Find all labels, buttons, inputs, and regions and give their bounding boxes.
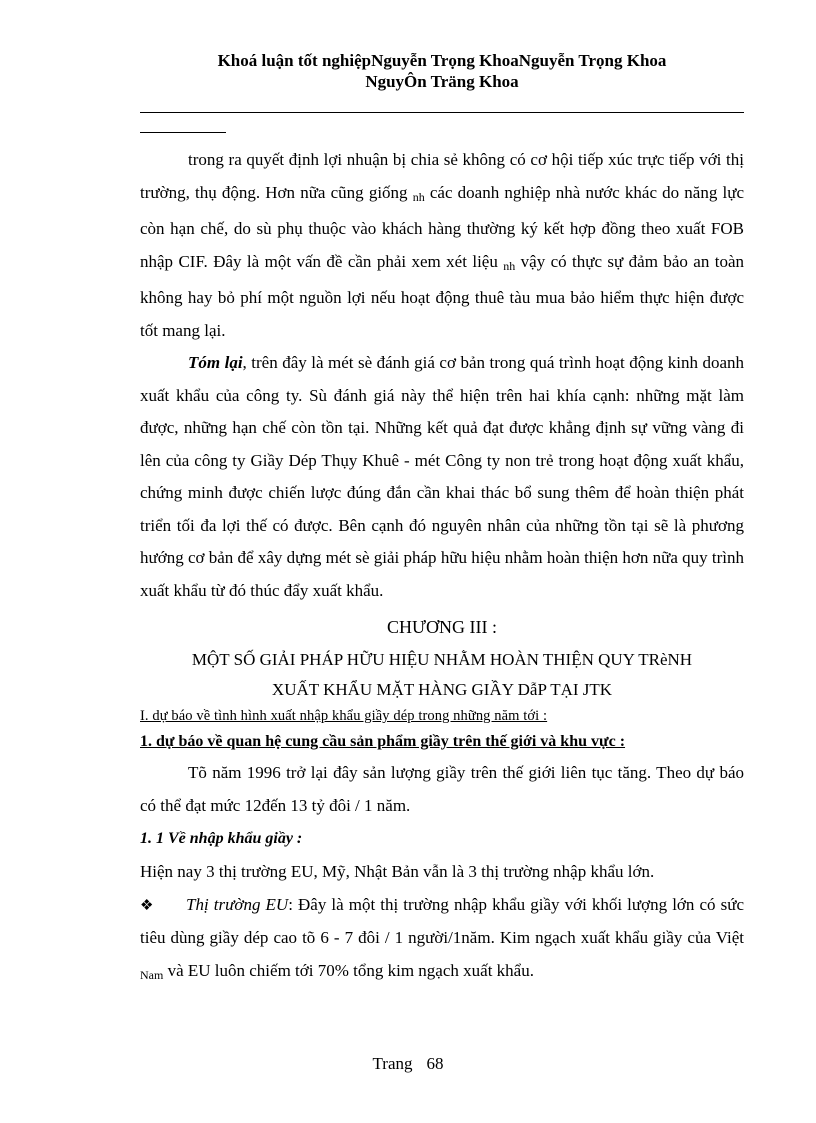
small-nh: nh — [412, 189, 425, 204]
paragraph-1: trong ra quyết định lợi nhuận bị chia sẻ không có cơ hội tiếp xúc trực tiếp với thị trường, thụ động. Hơn nữa cũng giống nh các doanh nghiệp nhà nước khác do năng lực còn hạn chế, do sù phụ thuộc vào khách hàng thường ký kết hợp đồng theo xuất FOB nhập CIF. Đây là một vấn đề cần phải xem xét liệu nh vậy có thực sự đảm bảo an toàn không hay bỏ phí một nguồn lợi nếu hoạt động thuê tàu mua bảo hiểm thực hiện được tốt mang lại. — [140, 150, 745, 340]
bullet-paragraph: ❖ Thị trường EU: Đây là một thị trường nhập khẩu giầy với khối lượng lớn có sức tiêu dùng giầy dép cao tõ 6 - 7 đôi / 1 người/1năm. Kim ngạch xuất khẩu giầy của Việt Nam và EU luôn chiếm tới 70% tổng kim ngạch xuất khẩu. — [140, 889, 744, 992]
page-label: Trang — [372, 1054, 413, 1073]
chapter-title-line-2: XUẤT KHẨU MẶT HÀNG GIẦY DẫP TẠI JTK — [271, 680, 613, 699]
page-header — [140, 50, 744, 92]
section-heading-2: 1. dự báo về quan hệ cung cầu sản phẩm giầy trên thế giới và khu vực : — [140, 733, 626, 750]
paragraph-2: Tóm lại, trên đây là mét sè đánh giá cơ bản trong quá trình hoạt động kinh doanh xuất khẩu của công ty. Sù đánh giá này thể hiện trên hai khía cạnh: những mặt làm được, những hạn chế còn tồn tại. Những kết quả đạt được khẳng định sự vững vàng đi lên của công ty Giầy Dép Thụy Khuê - mét Công ty non trẻ trong hoạt động xuất khẩu, chứng minh được chiến lược đúng đắn cần khai thác bổ sung thêm để hoàn thiện phát triển tối đa lợi thế có được. Bên cạnh đó nguyên nhân của những tồn tại sẽ là phương hướng cơ bản để xây dựng mét sè giải pháp hữu hiệu nhằm hoàn thiện hơn nữa quy trình xuất khẩu từ đó thúc đẩy xuất khẩu. — [140, 353, 744, 600]
section-heading-3: 1. 1 Về nhập khẩu giầy : — [140, 830, 303, 847]
section-heading-1: I. dự báo về tình hình xuất nhập khẩu giầy dép trong những năm tới : — [140, 708, 548, 724]
diamond-bullet-icon: ❖ — [140, 897, 154, 914]
page-number: 68 — [426, 1054, 444, 1073]
summary-term: Tóm lại — [188, 353, 243, 372]
paragraph-4: Hiện nay 3 thị trường EU, Mỹ, Nhật Bản vẫn là 3 thị trường nhập khẩu lớn. — [140, 862, 655, 881]
small-nh: nh — [503, 258, 516, 273]
header-line-1: Khoá luận tốt nghiệpNguyễn Trọng KhoaNguyễn Trọng Khoa — [217, 51, 667, 70]
header-line-2: NguyÔn Träng Khoa — [365, 72, 519, 91]
page-footer — [0, 1054, 816, 1074]
paragraph-3: Tõ năm 1996 trở lại đây sản lượng giầy trên thế giới liên tục tăng. Theo dự báo có thể đạt mức 12đến 13 tỷ đôi / 1 năm. — [140, 763, 744, 815]
bullet-term: Thị trường EU — [186, 894, 289, 914]
chapter-title-line-1: MỘT SỐ GIẢI PHÁP HỮU HIỆU NHẰM HOÀN THIỆN QUY TRèNH — [191, 650, 693, 669]
header-rule-stub — [140, 132, 226, 133]
chapter-label: CHƯƠNG III : — [387, 617, 497, 637]
header-rule — [140, 112, 744, 113]
small-nam: Nam — [140, 967, 164, 982]
page-body — [140, 144, 744, 991]
